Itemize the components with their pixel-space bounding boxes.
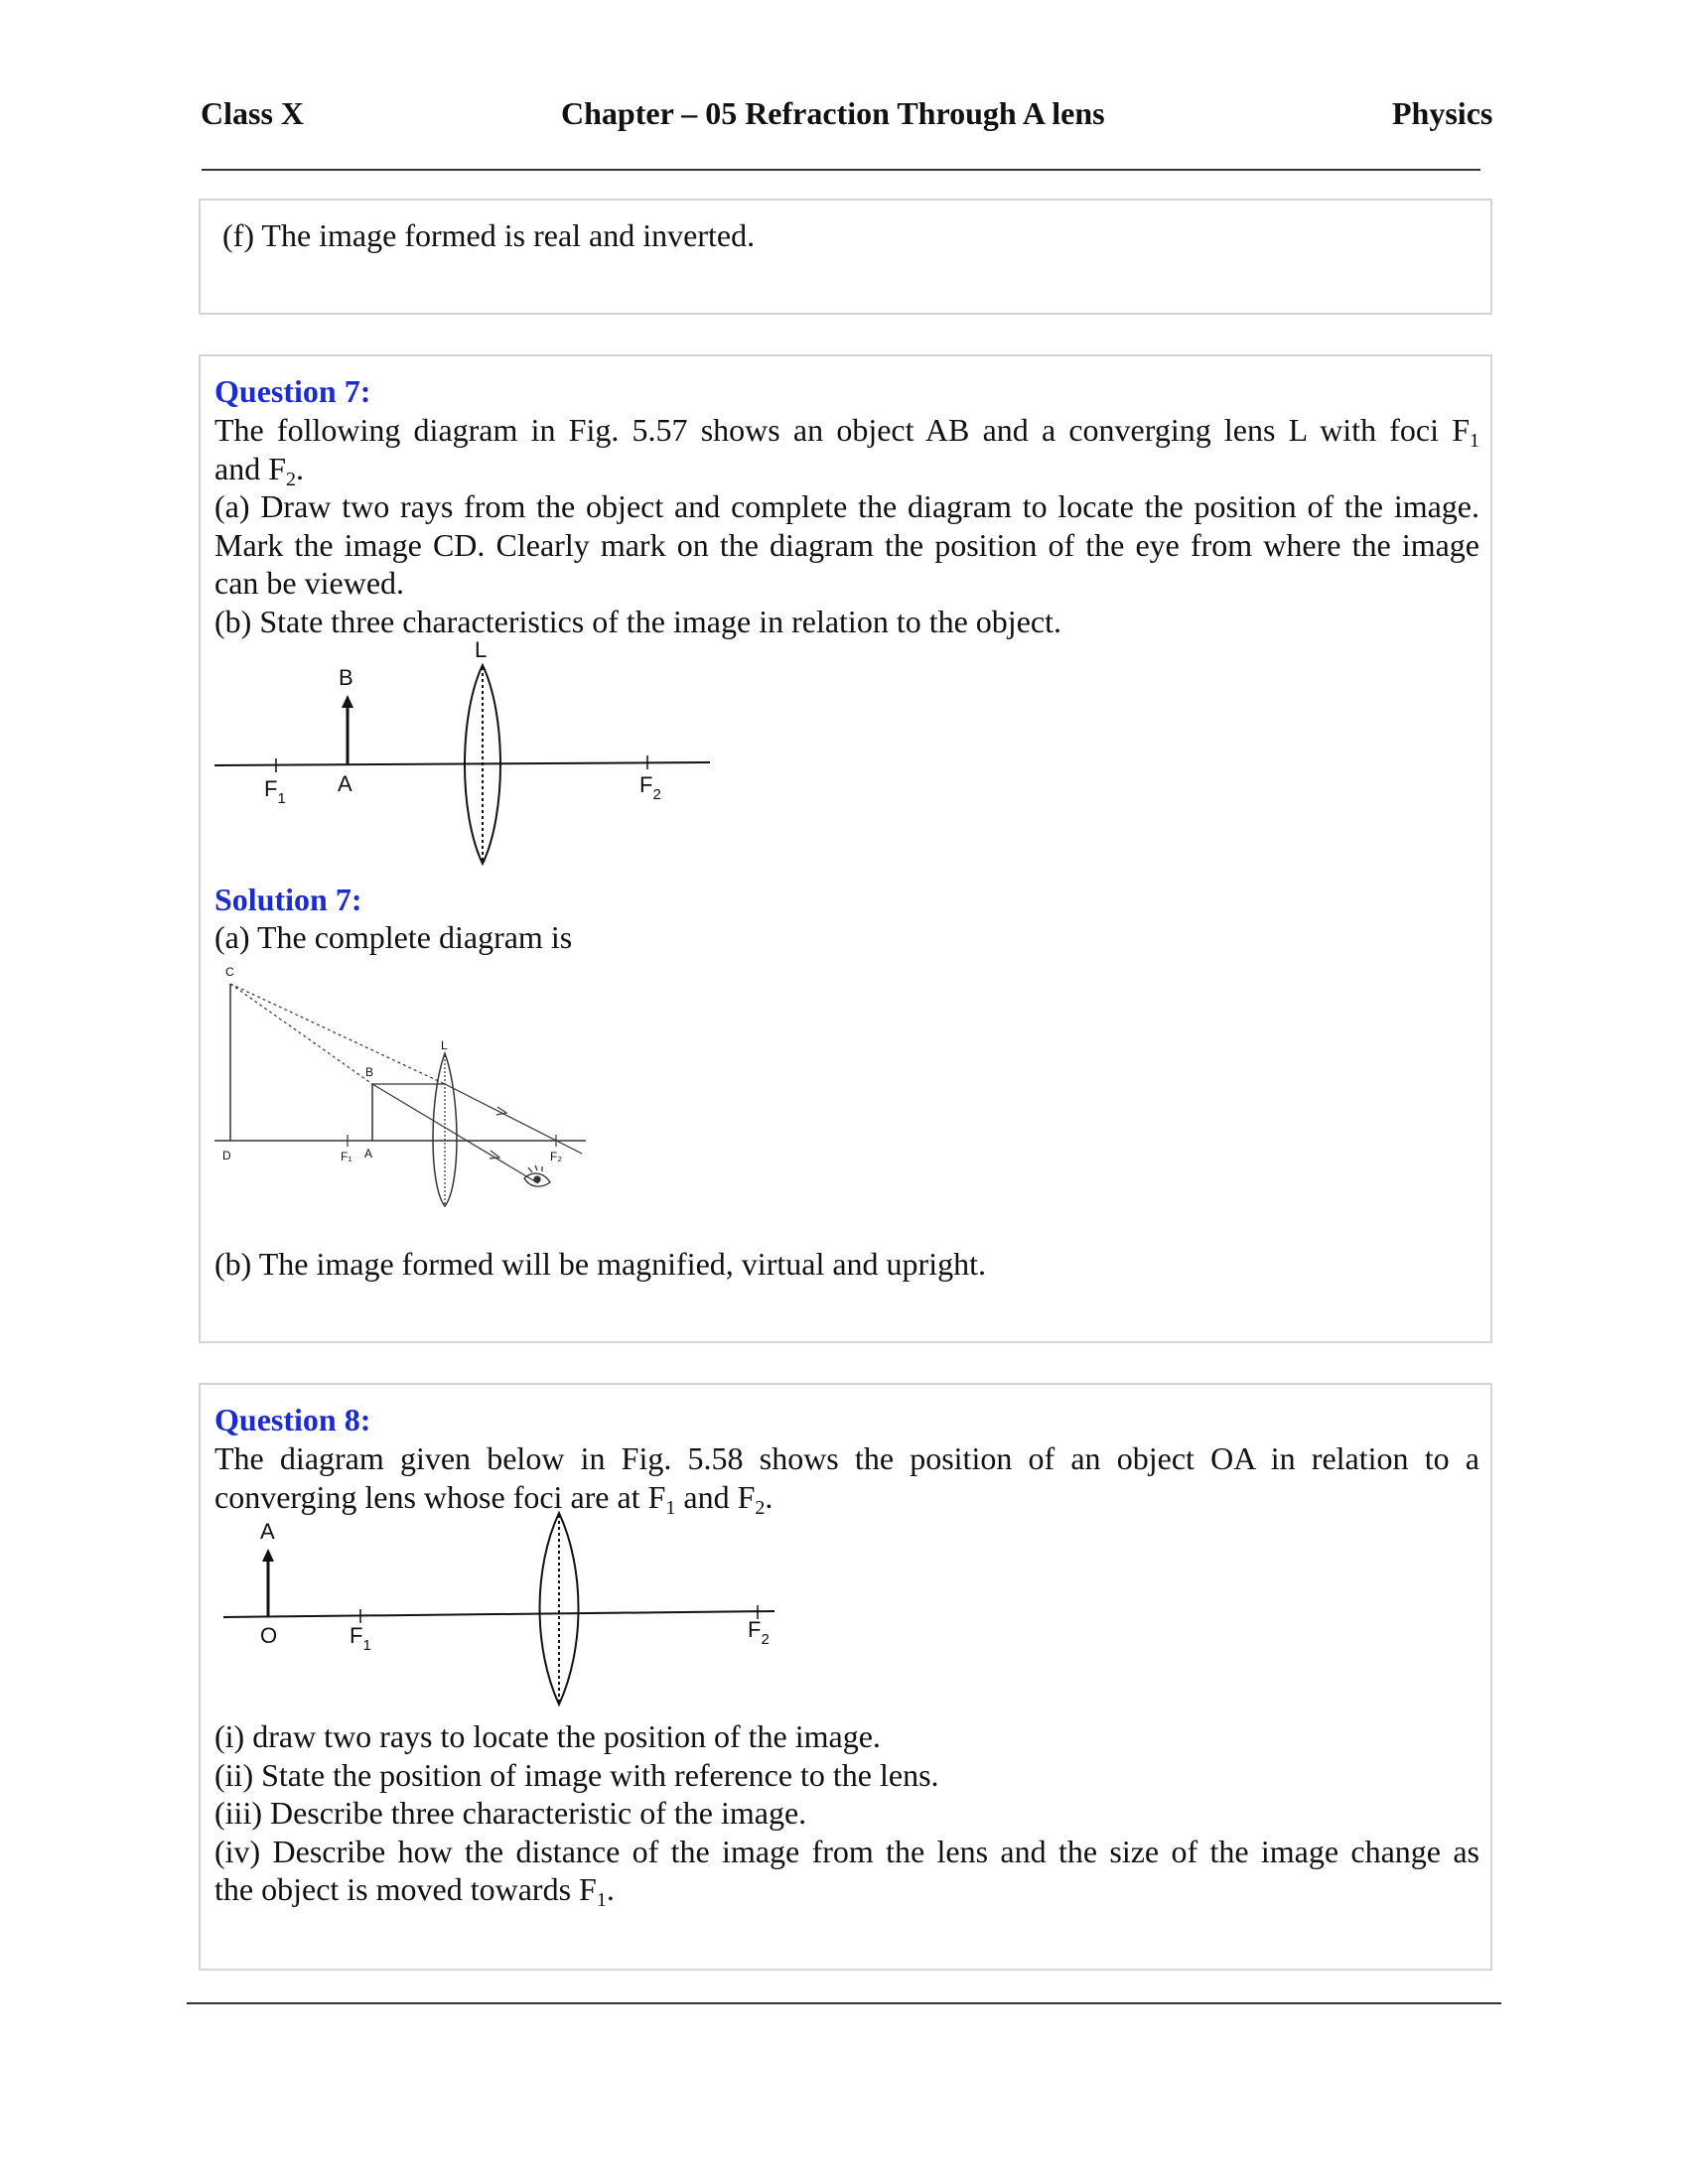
question-7-line-4: Mark the image CD. Clearly mark on the diagram the position of the eye from where the image <box>214 526 1479 563</box>
header-class: Class X <box>201 95 305 131</box>
object-arrowhead <box>262 1549 274 1562</box>
question-8-parts <box>214 1717 1479 1909</box>
ray-virtual-extension-1 <box>230 984 445 1084</box>
answer-f-text: (f) The image formed is real and inverted. <box>222 217 756 253</box>
focus-1-label: F₁ <box>341 1150 352 1163</box>
question-7-line-2: and $F_2$. <box>214 450 304 490</box>
focus-2-label: $F_2$ <box>748 1617 770 1648</box>
figure-5-57-diagram <box>209 635 725 874</box>
solution-7-part-a: (a) The complete diagram is <box>214 919 573 955</box>
question-8-part-iii: (iii) Describe three characteristic of the image. <box>214 1795 807 1831</box>
question-7-line-3: (a) Draw two rays from the object and complete the diagram to locate the position of the image. <box>214 488 1479 524</box>
focus-2-label: F₂ <box>550 1150 562 1163</box>
header-rule <box>202 169 1480 171</box>
question-8-heading: Question 8: <box>214 1402 371 1437</box>
object-base-label: O <box>260 1623 278 1648</box>
question-8-line-1: The diagram given below in Fig. 5.58 shows the position of an object OA in relation to a <box>214 1440 1479 1476</box>
question-7-line-1: The following diagram in Fig. 5.57 shows an object AB and a converging lens L with foci $F_1$ <box>214 412 1479 452</box>
focus-2-label: $F_2$ <box>639 772 661 803</box>
solution-7-ray-diagram <box>209 958 606 1206</box>
object-base-label: A <box>338 771 352 796</box>
principal-axis <box>223 1611 774 1617</box>
lens-label: L <box>441 1038 448 1052</box>
header-chapter: Chapter – 05 Refraction Through A lens <box>561 95 1105 131</box>
question-8-line-2: converging lens whose foci are at $F_1$ and $F_2$. <box>214 1478 774 1519</box>
focus-1-label: $F_1$ <box>264 776 286 807</box>
question-7-text <box>214 411 1479 640</box>
question-7-line-5: can be viewed. <box>214 565 405 601</box>
header-subject: Physics <box>1392 95 1493 131</box>
object-arrowhead <box>342 695 353 708</box>
question-8-part-ii: (ii) State the position of image with reference to the lens. <box>214 1756 939 1793</box>
principal-axis <box>214 762 710 765</box>
question-8-part-iv: (iv) Describe how the distance of the image from the lens and the size of the image change as <box>214 1833 1479 1869</box>
question-8-text <box>214 1439 1479 1519</box>
solution-7-part-b: (b) The image formed will be magnified, virtual and upright. <box>214 1246 986 1282</box>
question-8-part-iv-cont: the object is moved towards $F_1$. <box>214 1871 615 1911</box>
image-top-label: C <box>225 965 234 979</box>
ray-virtual-extension-2 <box>230 984 372 1084</box>
footer-rule <box>187 2002 1501 2004</box>
image-base-label: D <box>222 1149 231 1162</box>
object-top-label: B <box>365 1065 374 1079</box>
focus-1-label: $F_1$ <box>350 1623 371 1654</box>
question-7-line-6: (b) State three characteristics of the image in relation to the object. <box>214 603 1061 639</box>
figure-5-58-diagram <box>209 1509 784 1707</box>
object-base-label: A <box>364 1147 373 1160</box>
question-8-part-i: (i) draw two rays to locate the position of the image. <box>214 1718 881 1754</box>
lens-label: L <box>475 637 488 662</box>
object-top-label: A <box>260 1519 275 1544</box>
ray-refracted-through-f2 <box>445 1084 582 1154</box>
solution-7-heading: Solution 7: <box>214 882 362 917</box>
question-7-heading: Question 7: <box>214 373 371 409</box>
object-top-label: B <box>339 665 353 690</box>
